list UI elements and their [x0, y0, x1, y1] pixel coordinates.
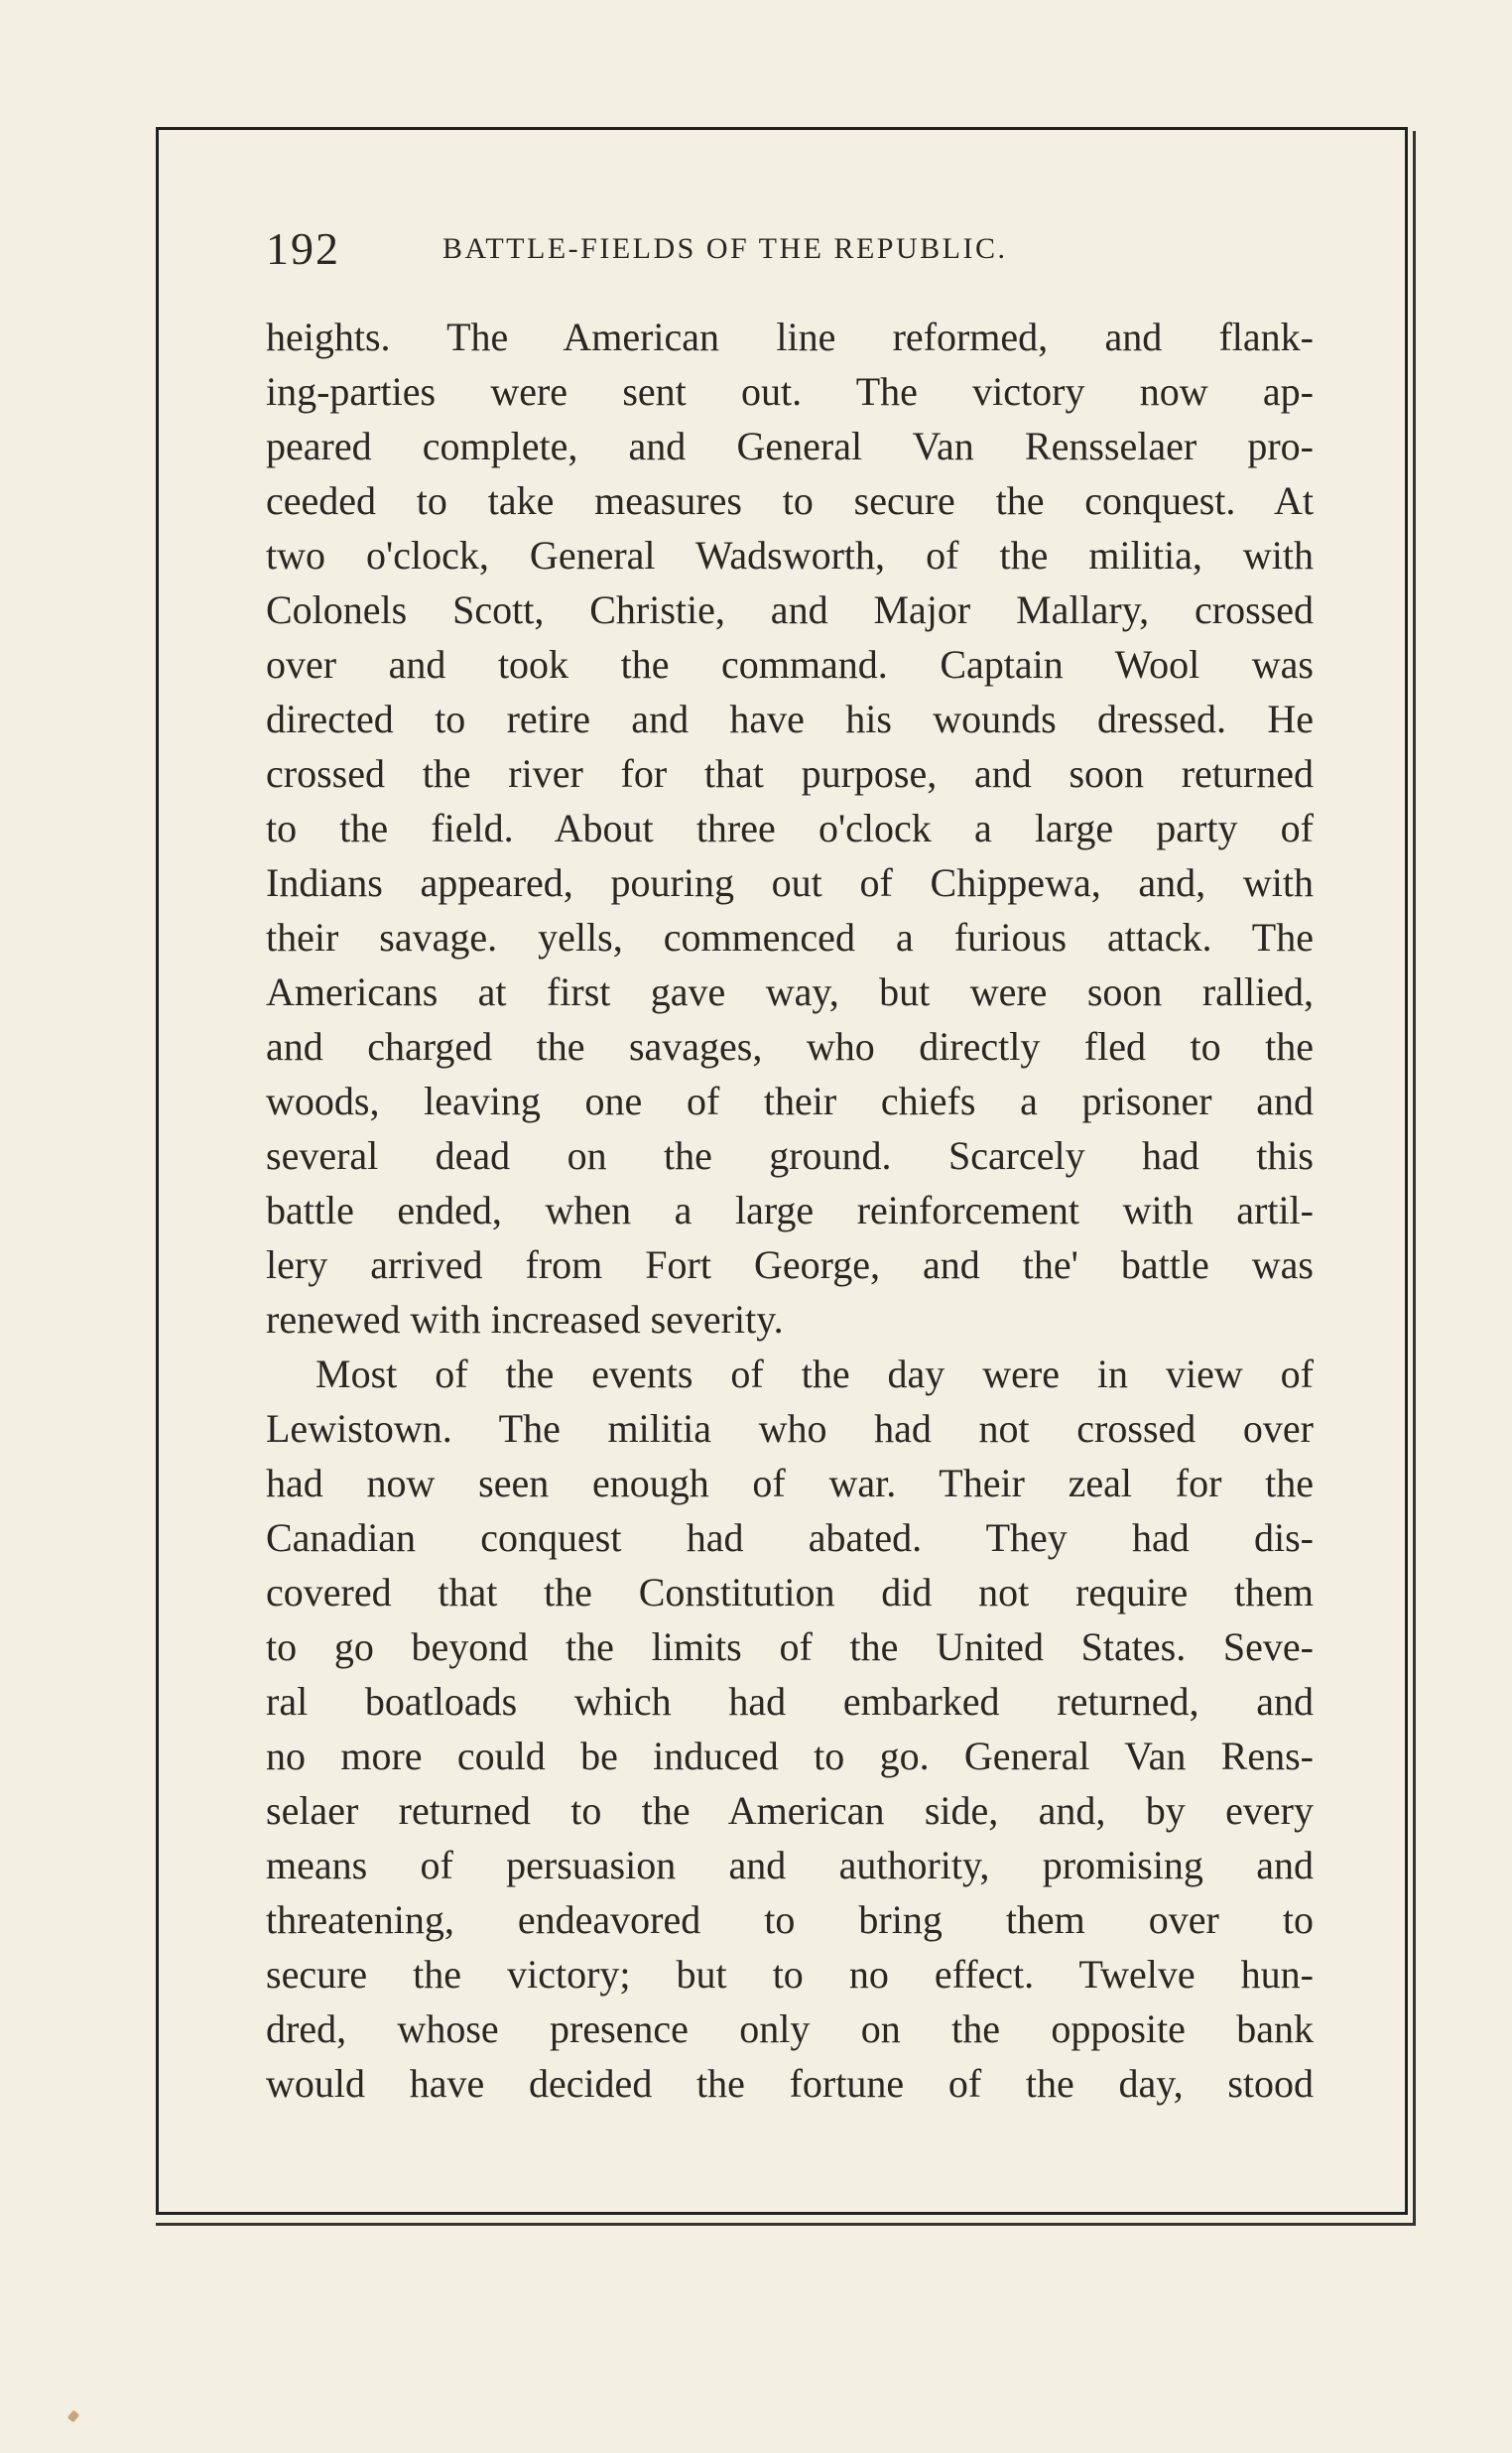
text-line: woods, leaving one of their chiefs a prisoner and	[266, 1079, 1314, 1123]
text-line: and charged the savages, who directly fled to the	[266, 1024, 1314, 1069]
text-line: Colonels Scott, Christie, and Major Mallary, crossed	[266, 587, 1314, 632]
paragraph-2	[266, 1347, 1314, 2111]
text-line: to go beyond the limits of the United States. Seve-	[266, 1624, 1314, 1669]
text-line: over and took the command. Captain Wool was	[266, 642, 1314, 687]
text-line: Americans at first gave way, but were soon rallied,	[266, 969, 1314, 1014]
text-line: threatening, endeavored to bring them over to	[266, 1897, 1314, 1942]
text-line: would have decided the fortune of the day, stood	[266, 2061, 1314, 2106]
text-line: lery arrived from Fort George, and the' battle was	[266, 1242, 1314, 1287]
page-number: 192	[266, 223, 340, 274]
text-line: dred, whose presence only on the opposite bank	[266, 2006, 1314, 2051]
text-line: their savage. yells, commenced a furious attack. The	[266, 915, 1314, 960]
page-border-bottom-rule	[156, 2223, 1416, 2226]
text-line: heights. The American line reformed, and flank-	[266, 315, 1314, 359]
text-line: crossed the river for that purpose, and soon returned	[266, 751, 1314, 796]
text-line: had now seen enough of war. Their zeal for the	[266, 1461, 1314, 1505]
text-line: Lewistown. The militia who had not crossed over	[266, 1406, 1314, 1451]
text-line: peared complete, and General Van Rensselaer pro-	[266, 424, 1314, 468]
text-line: means of persuasion and authority, promising and	[266, 1843, 1314, 1887]
text-line: no more could be induced to go. General Van Rens-	[266, 1734, 1314, 1778]
text-line: renewed with increased severity.	[266, 1297, 784, 1342]
text-line: covered that the Constitution did not require them	[266, 1570, 1314, 1614]
text-line: ral boatloads which had embarked returned, and	[266, 1679, 1314, 1724]
text-line: to the field. About three o'clock a large party of	[266, 806, 1314, 850]
running-head	[266, 222, 1314, 282]
text-line: directed to retire and have his wounds dressed. He	[266, 697, 1314, 741]
text-line: battle ended, when a large reinforcement with artil-	[266, 1188, 1314, 1232]
text-line: secure the victory; but to no effect. Twelve hun-	[266, 1952, 1314, 1997]
text-line: selaer returned to the American side, and, by every	[266, 1788, 1314, 1833]
text-line: Indians appeared, pouring out of Chippewa, and, with	[266, 860, 1314, 905]
text-line: Canadian conquest had abated. They had dis-	[266, 1515, 1314, 1560]
paper-speck	[67, 2410, 80, 2423]
running-title: BATTLE-FIELDS OF THE REPUBLIC.	[442, 232, 1008, 265]
text-line: several dead on the ground. Scarcely had this	[266, 1133, 1314, 1178]
paragraph-1	[266, 310, 1314, 1347]
page-border-right-rule	[1413, 131, 1416, 2225]
text-line: ing-parties were sent out. The victory now ap-	[266, 369, 1314, 414]
text-line: two o'clock, General Wadsworth, of the militia, with	[266, 533, 1314, 578]
body-text	[266, 310, 1314, 2111]
text-line: Most of the events of the day were in view of	[315, 1352, 1314, 1396]
text-line: ceeded to take measures to secure the conquest. At	[266, 478, 1314, 523]
